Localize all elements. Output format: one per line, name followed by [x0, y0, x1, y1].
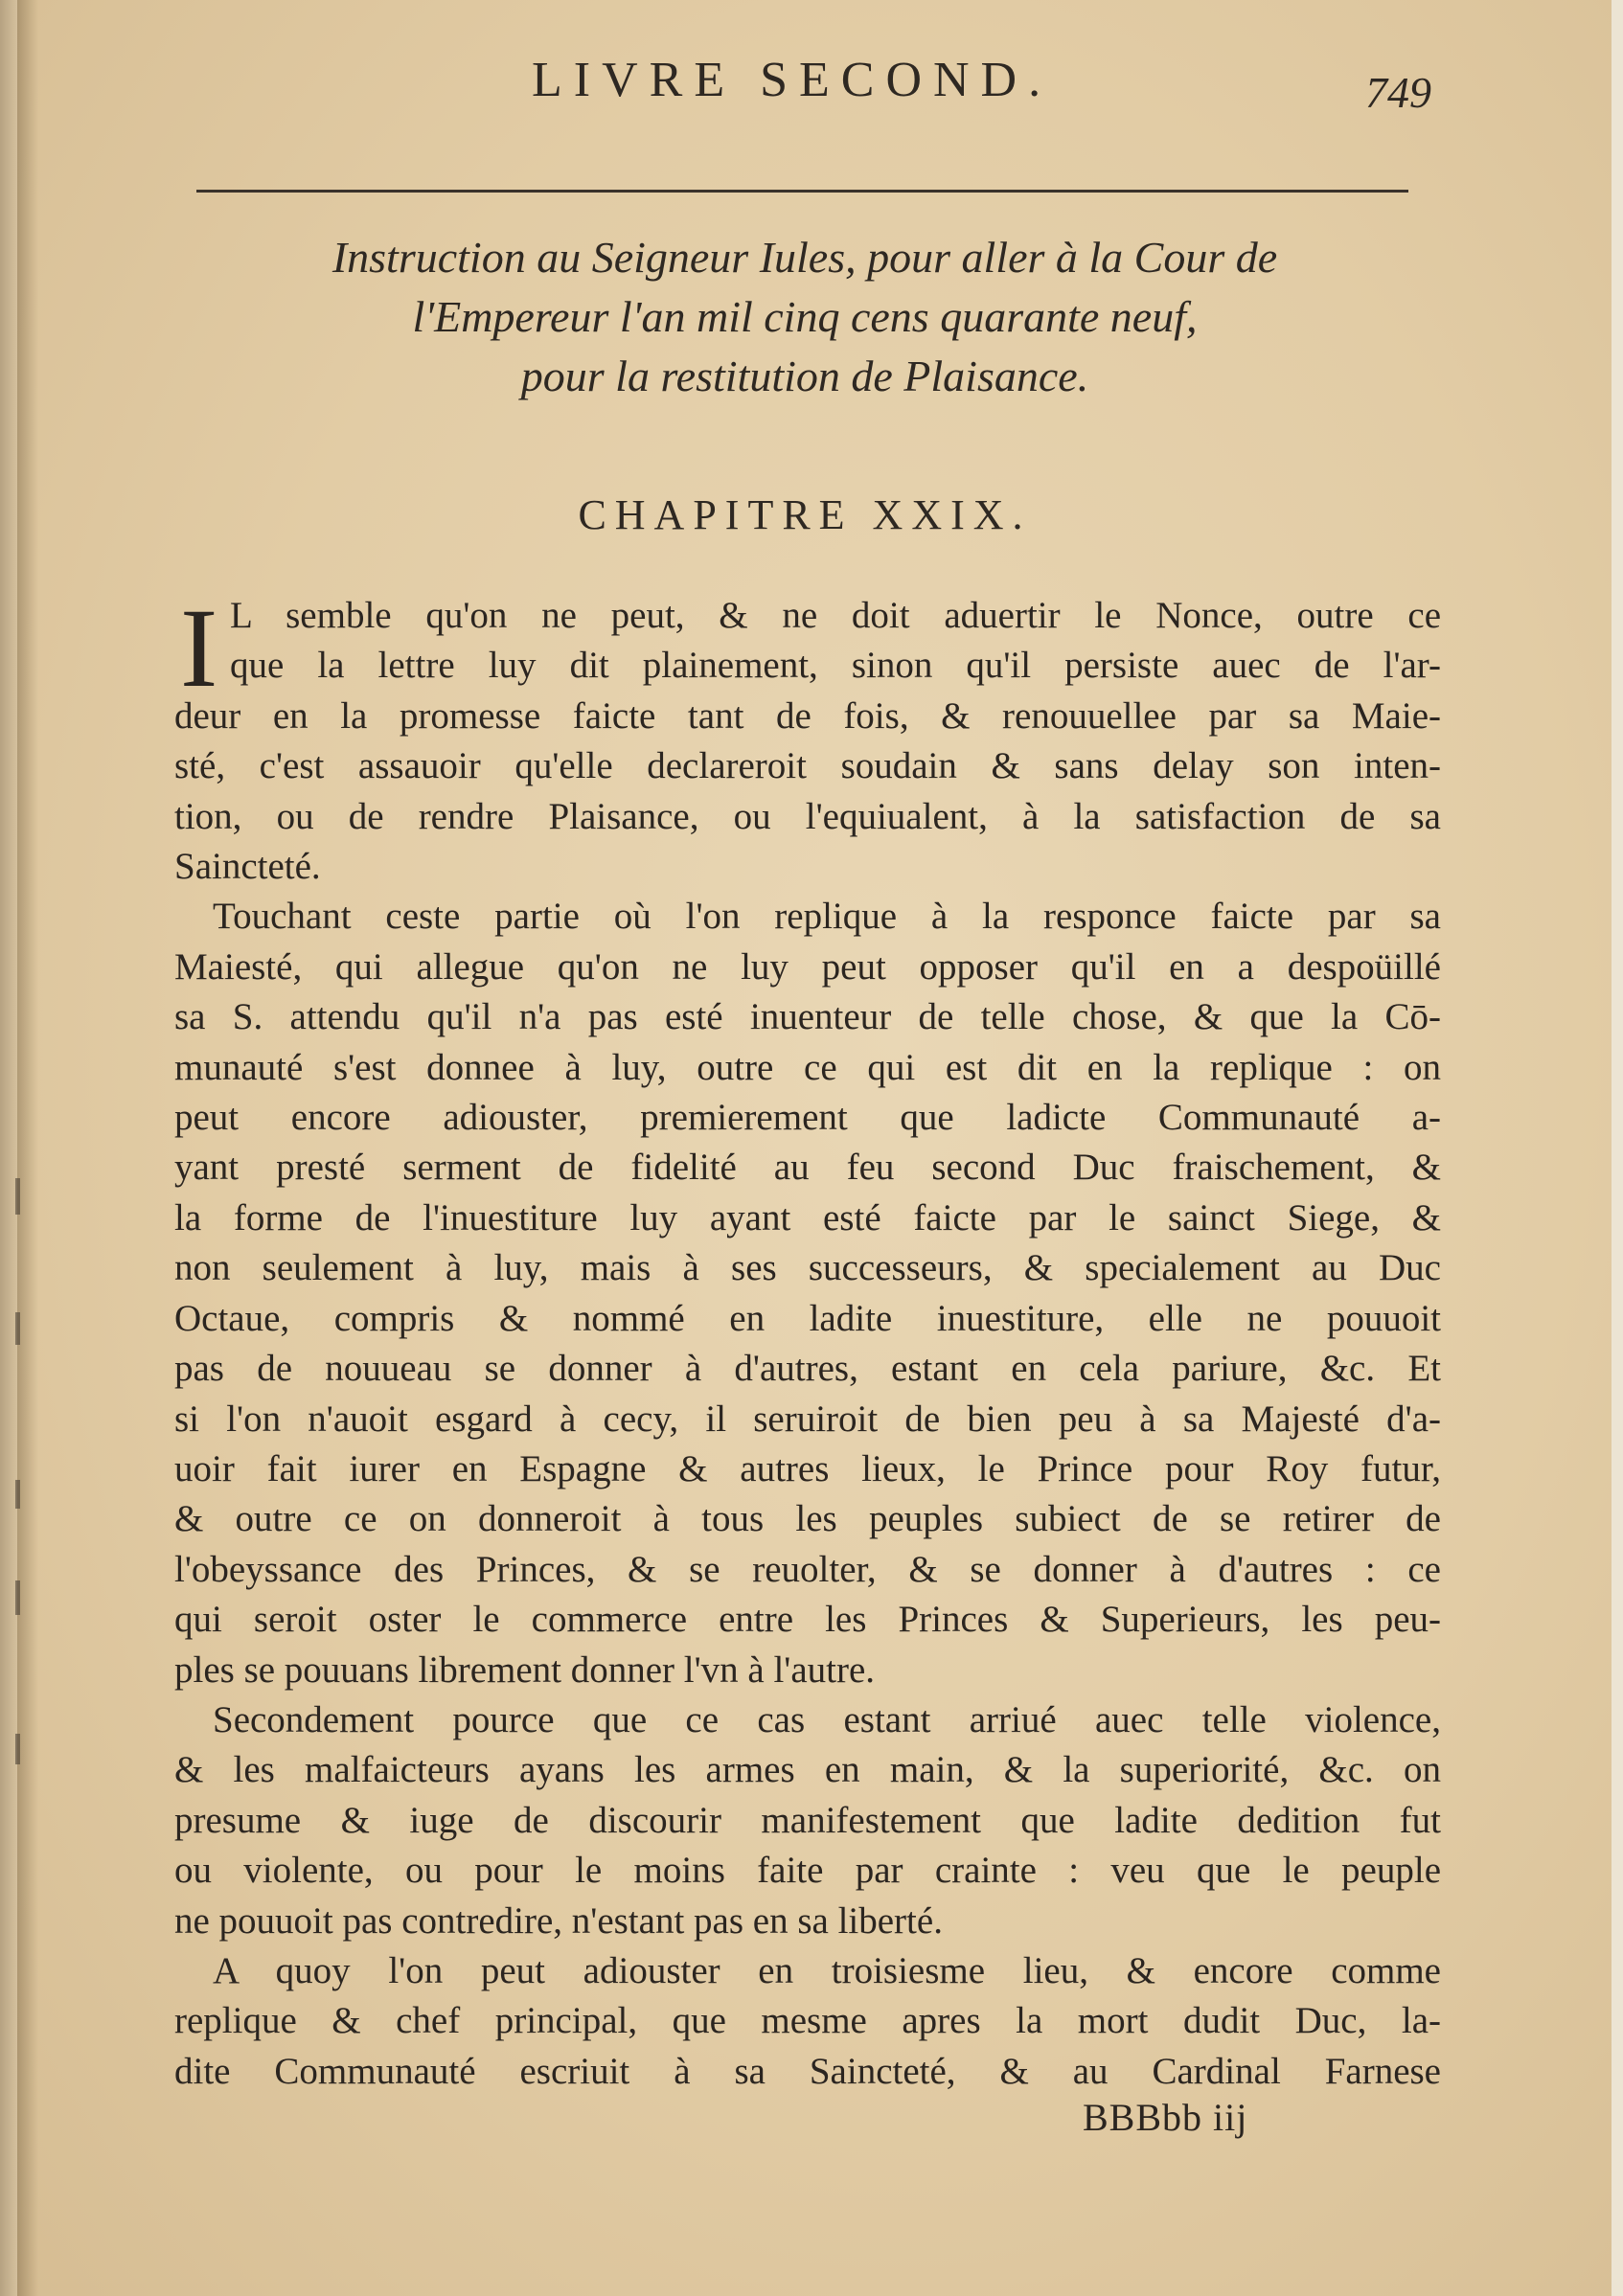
text-line: pas de nouueau se donner à d'autres, estant en cela pariure, &c. Et [174, 1348, 1441, 1390]
text-line: si l'on n'auoit esgard à cecy, il seruiroit de bien peu à sa Majesté d'a- [174, 1398, 1441, 1440]
body-text [174, 585, 1441, 2097]
edge-mark [15, 1480, 20, 1509]
text-line: non seulement à luy, mais à ses successeurs, & specialement au Duc [174, 1247, 1441, 1289]
binding-shadow [17, 0, 38, 2296]
text-line: la forme de l'inuestiture luy ayant esté faicte par le sainct Siege, & [174, 1196, 1441, 1239]
edge-mark [15, 1178, 20, 1215]
instruction-heading [192, 228, 1418, 406]
instruction-line: Instruction au Seigneur Iules, pour aller à la Cour de [331, 233, 1278, 282]
text-line: deur en la promesse faicte tant de fois, & renouuellee par sa Maie- [174, 694, 1441, 737]
text-line: ou violente, ou pour le moins faite par crainte : veu que le peuple [174, 1850, 1441, 1892]
header-rule [196, 190, 1408, 193]
text-line: & outre ce on donneroit à tous les peuples subiect de se retirer de [174, 1498, 1441, 1540]
text-line: presume & iuge de discourir manifestement que ladite dedition fut [174, 1799, 1441, 1841]
drop-initial: I [180, 585, 218, 711]
text-line: & les malfaicteurs ayans les armes en main, & la superiorité, &c. on [174, 1749, 1441, 1791]
edge-mark [15, 1580, 20, 1615]
text-line: ne pouuoit pas contredire, n'estant pas en sa liberté. [174, 1899, 943, 1942]
text-line: qui seroit oster le commerce entre les Princes & Superieurs, les peu- [174, 1599, 1441, 1641]
edge-mark [15, 1312, 20, 1345]
page-number: 749 [1365, 68, 1431, 117]
text-line: Saincteté. [174, 846, 321, 888]
signature-mark: BBBbb iij [1083, 2096, 1248, 2139]
instruction-line: l'Empereur l'an mil cinq cens quarante neuf, [412, 292, 1198, 341]
text-line: sté, c'est assauoir qu'elle declareroit soudain & sans delay son inten- [174, 745, 1441, 787]
instruction-line: pour la restitution de Plaisance. [520, 352, 1089, 400]
text-line: Maiesté, qui allegue qu'on ne luy peut opposer qu'il en a despoüillé [174, 945, 1441, 988]
text-line: l'obeyssance des Princes, & se reuolter, & se donner à d'autres : ce [174, 1548, 1441, 1590]
page-gutter [0, 0, 17, 2296]
text-line: yant presté serment de fidelité au feu second Duc fraischement, & [174, 1147, 1441, 1189]
text-line: Secondement pource que ce cas estant arriué auec telle violence, [213, 1698, 1441, 1740]
chapter-title: CHAPITRE XXIX. [578, 491, 1032, 538]
text-line: munauté s'est donnee à luy, outre ce qui est dit en la replique : on [174, 1046, 1441, 1088]
running-head: LIVRE SECOND. [532, 53, 1053, 107]
text-line: ples se pouuans librement donner l'vn à l'autre. [174, 1648, 876, 1691]
text-line: sa S. attendu qu'il n'a pas esté inuenteur de telle chose, & que la Cō- [174, 996, 1441, 1038]
text-line: uoir fait iurer en Espagne & autres lieux, le Prince pour Roy futur, [174, 1447, 1441, 1489]
text-line: A quoy l'on peut adiouster en troisiesme lieu, & encore comme [213, 1949, 1441, 1991]
text-line: tion, ou de rendre Plaisance, ou l'equiualent, à la satisfaction de sa [174, 795, 1441, 837]
text-line: replique & chef principal, que mesme apres la mort dudit Duc, la- [174, 2000, 1441, 2042]
edge-mark [15, 1734, 20, 1764]
text-line: Touchant ceste partie où l'on replique à la responce faicte par sa [213, 896, 1441, 938]
text-line: Octaue, compris & nommé en ladite inuestiture, elle ne pouuoit [174, 1297, 1441, 1339]
text-line: peut encore adiouster, premierement que ladicte Communauté a- [174, 1097, 1441, 1139]
text-line: L semble qu'on ne peut, & ne doit aduertir le Nonce, outre ce [230, 595, 1441, 636]
text-line: dite Communauté escriuit à sa Saincteté, & au Cardinal Farnese [174, 2050, 1441, 2092]
text-line: que la lettre luy dit plainement, sinon qu'il persiste auec de l'ar- [230, 645, 1441, 687]
